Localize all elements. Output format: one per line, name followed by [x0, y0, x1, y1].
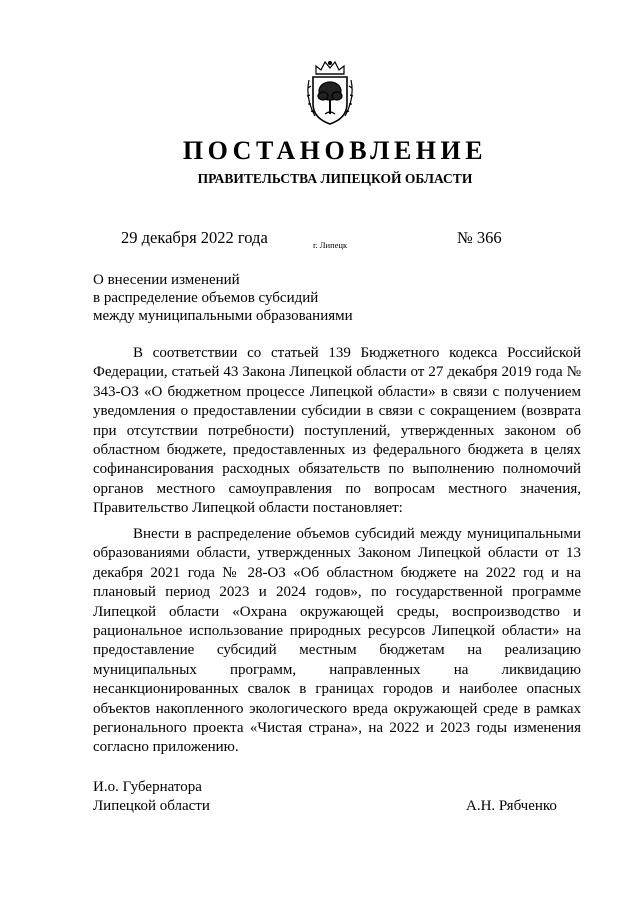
- document-title: ПОСТАНОВЛЕНИЕ: [182, 136, 488, 165]
- preamble-paragraph: В соответствии со статьей 139 Бюджетного кодекса Российской Федерации, статьей 43 Закона Липецкой области от 27 декабря 2019 года № 343-ОЗ «О бюджетном процессе Липецкой области» в связи с получением уведомления о предоставлении субсидии в связи с сокращением (возврата при отсутствии потребности) поступлений, утвержденных законом об областном бюджете, предоставленных из федерального бюджета в целях софинансирования расходных обязательств по выполнению полномочий органов местного самоуправления по вопросам местного значения, Правительство Липецкой области постановляет:: [93, 345, 581, 517]
- document-date: 29 декабря 2022 года: [121, 228, 268, 247]
- signatory-role-line: И.о. Губернатора: [93, 779, 202, 795]
- document-subject: [93, 271, 393, 325]
- subject-line: О внесении изменений: [93, 272, 240, 288]
- signatory-name: А.Н. Рябченко: [466, 798, 557, 814]
- signatory-role: [93, 778, 210, 816]
- coat-of-arms-icon: [305, 58, 355, 126]
- signatory-role-line: Липецкой области: [93, 798, 210, 814]
- resolution-paragraph: Внести в распределение объемов субсидий между муниципальными образованиями области, утвержденных Законом Липецкой области от 13 декабря 2021 года № 28-ОЗ «Об областном бюджете на 2022 год и на плановый период 2023 и 2024 годов», по государственной программе Липецкой области «Охрана окружающей среды, воспроизводство и рациональное использование природных ресурсов Липецкой области» на предоставление субсидий местным бюджетам на реализацию муниципальных программ, направленных на ликвидацию несанкционированных свалок в границах городов и наиболее опасных объектов накопленного экологического вреда окружающей среде в рамках регионального проекта «Чистая страна», на 2022 и 2023 годы изменения согласно приложению.: [93, 526, 581, 756]
- document-city: г. Липецк: [313, 240, 348, 250]
- issuing-authority: ПРАВИТЕЛЬСТВА ЛИПЕЦКОЙ ОБЛАСТИ: [197, 171, 473, 186]
- document-number: № 366: [457, 228, 502, 247]
- subject-line: между муниципальными образованиями: [93, 308, 353, 324]
- subject-line: в распределение объемов субсидий: [93, 290, 319, 306]
